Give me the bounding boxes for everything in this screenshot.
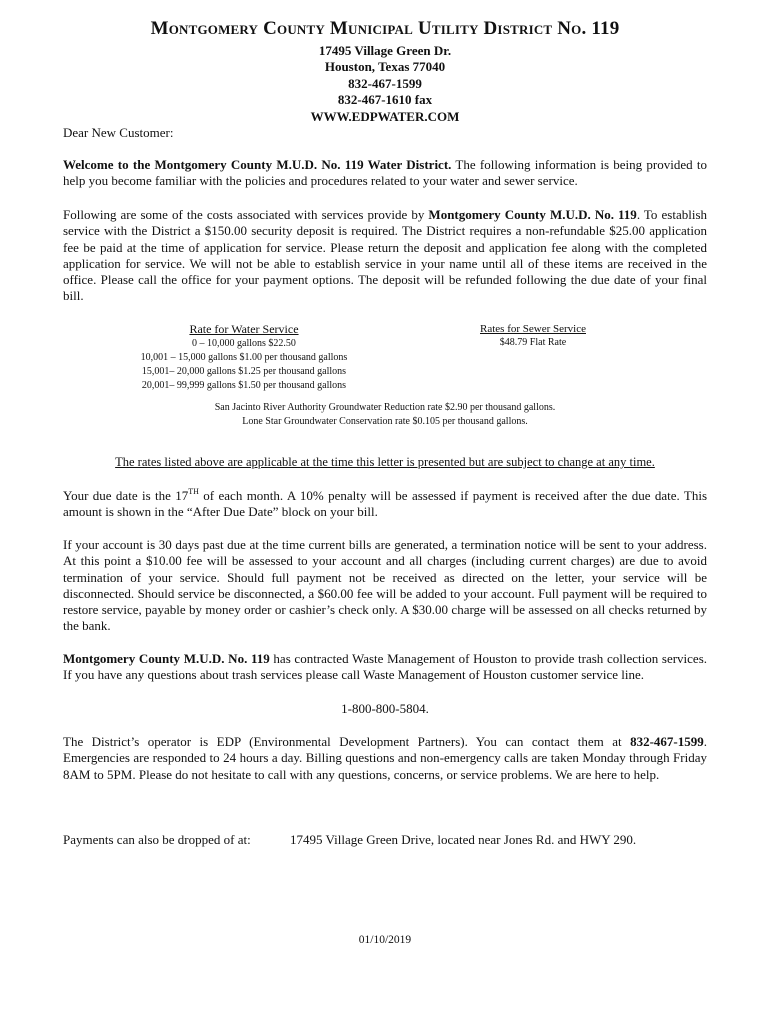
costs-bold: Montgomery County M.U.D. No. 119 xyxy=(428,207,637,222)
costs-text-2: . To establish service with the District a $150.00 security deposit is required. The District requires a non-refundable $25.00 application fee be paid at the time of application for service. Please return the deposit and application fee along with the completed application for service. We will not be able to establish service in your name until all of these items are received in the office. Please call the office for your payment options. The deposit will be refunded following the due date of your final bill. xyxy=(63,207,708,304)
operator-text-1: The District’s operator is EDP (Environmental Development Partners). You can contact them at xyxy=(63,734,631,749)
groundwater-rates xyxy=(0,401,770,428)
website: WWW.EDPWATER.COM xyxy=(310,108,460,124)
letter-date: 01/10/2019 xyxy=(358,934,412,946)
waste-management-phone: 1-800-800-5804. xyxy=(341,701,429,716)
costs-text-1: Following are some of the costs associated with services provide by xyxy=(63,207,429,222)
dropoff-label: Payments can also be dropped of at: xyxy=(63,832,251,847)
street-address: 17495 Village Green Dr. xyxy=(318,43,452,58)
due-date-text-2: of each month. A 10% penalty will be assessed if payment is received after the due date. This amount is shown in the “After Due Date” block on your bill. xyxy=(63,488,707,520)
operator-paragraph xyxy=(63,734,707,783)
sewer-rate-value: $48.79 Flat Rate xyxy=(499,337,567,348)
trash-bold: Montgomery County M.U.D. No. 119 xyxy=(63,651,270,666)
dropoff-address: 17495 Village Green Drive, located near Jones Rd. and HWY 290. xyxy=(290,832,637,847)
trash-text: has contracted Waste Management of Houston to provide trash collection services. If you have any questions about trash services please call Waste Management of Houston customer service line. xyxy=(63,651,707,683)
operator-phone-bold: 832-467-1599 xyxy=(630,734,704,749)
sewer-rates-header: Rates for Sewer Service xyxy=(480,323,586,335)
fax-number: 832-467-1610 fax xyxy=(337,92,433,108)
district-address-block xyxy=(0,43,770,125)
city-state-zip: Houston, Texas 77040 xyxy=(324,59,446,75)
district-title: Montgomery County Municipal Utility District No. 119 xyxy=(150,18,620,39)
water-rate-row: 0 – 10,000 gallons $22.50 xyxy=(192,338,296,349)
sjra-rate: San Jacinto River Authority Groundwater Reduction rate $2.90 per thousand gallons. xyxy=(214,402,556,413)
welcome-bold: Welcome to the Montgomery County M.U.D. No. 119 Water District. xyxy=(63,157,452,172)
water-rate-row: 15,001– 20,000 gallons $1.25 per thousand gallons xyxy=(141,366,347,377)
sewer-rates-table xyxy=(440,322,626,350)
trash-paragraph xyxy=(63,651,707,684)
welcome-text: The following information is being provided to help you become familiar with the policies and procedures related to your water and sewer service. xyxy=(63,157,707,189)
water-rate-row: 20,001– 99,999 gallons $1.50 per thousand gallons xyxy=(141,380,347,391)
operator-text-2: . Emergencies are responded to 24 hours a day. Billing questions and non-emergency calls are taken Monday through Friday 8AM to 5PM. Please do not hesitate to call with any questions, concerns, or service problems. We are here to help. xyxy=(63,734,707,782)
costs-paragraph xyxy=(63,207,707,305)
water-rates-table xyxy=(110,322,378,393)
payment-dropoff xyxy=(63,832,637,848)
due-date-paragraph xyxy=(63,488,707,521)
lone-star-rate: Lone Star Groundwater Conservation rate $0.105 per thousand gallons. xyxy=(242,415,528,427)
salutation: Dear New Customer: xyxy=(63,125,174,140)
water-rates-header: Rate for Water Service xyxy=(189,322,299,336)
termination-paragraph: If your account is 30 days past due at the time current bills are generated, a termination notice will be sent to your address. At this point a $10.00 fee will be assessed to your account and all charges (including current charges) are due to avoid termination of your service. Should full payment not be received as directed on the letter, your service will be disconnected. Should service be disconnected, a $60.00 fee will be added to your account. Full payment will be required to restore service, payable by money order or cashier’s check only. A $30.00 charge will be assessed on all checks returned by the bank. xyxy=(63,537,707,634)
phone-number: 832-467-1599 xyxy=(348,75,422,91)
welcome-paragraph xyxy=(63,157,707,190)
rates-change-notice: The rates listed above are applicable at the time this letter is presented but are subject to change at any time. xyxy=(115,455,655,469)
due-date-superscript: TH xyxy=(188,487,199,496)
due-date-text-1: Your due date is the 17 xyxy=(63,488,189,503)
water-rate-row: 10,001 – 15,000 gallons $1.00 per thousand gallons xyxy=(140,352,348,363)
